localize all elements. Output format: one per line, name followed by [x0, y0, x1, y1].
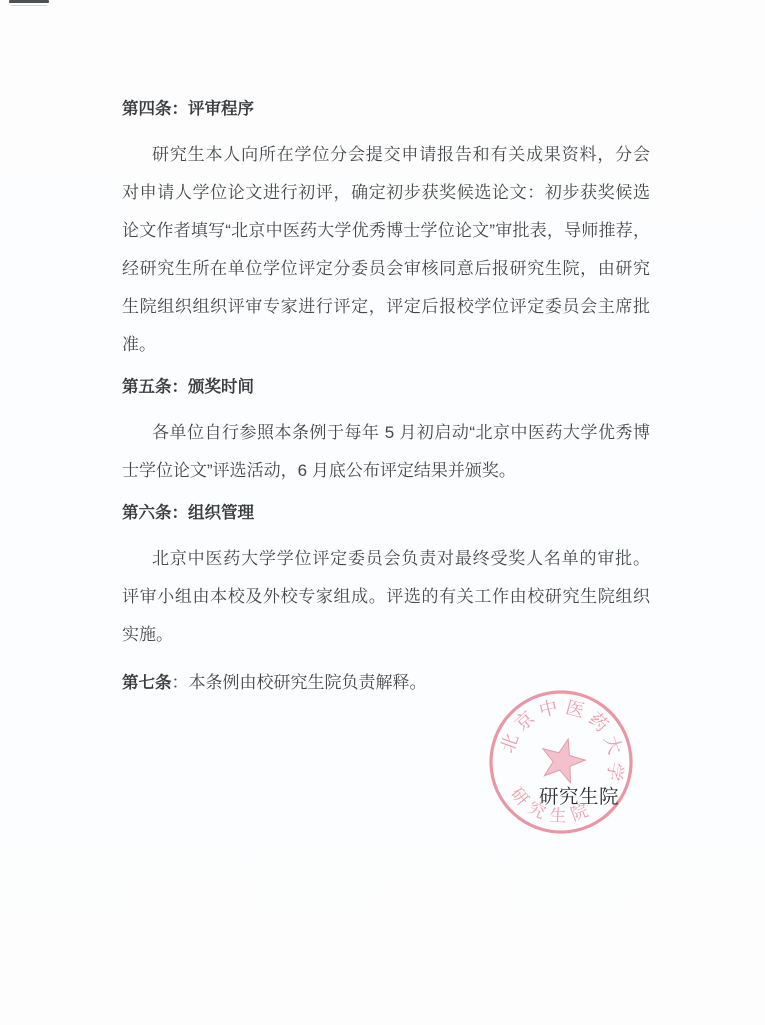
text-line: 对申请人学位论文进行初评，确定初步获奖候选论文：初步获奖候选: [122, 183, 650, 202]
seal-character: 京: [510, 706, 539, 735]
article-6-heading: 第六条：组织管理: [122, 504, 254, 522]
official-seal: [486, 687, 636, 837]
text-line: 生院组织组织评审专家进行评定，评定后报校学位评定委员会主席批: [122, 297, 650, 316]
article-4-paragraph: [122, 136, 650, 364]
article-7-text: ：本条例由校研究生院负责解释。: [171, 673, 427, 692]
article-7-label: 第七条: [122, 674, 172, 692]
seal-character: 生: [548, 805, 567, 826]
scan-artifact-light: [11, 5, 47, 6]
seal-character: 中: [536, 696, 560, 721]
seal-character: 药: [584, 708, 613, 736]
seal-character: 研: [506, 784, 533, 810]
article-5-paragraph: [122, 414, 650, 490]
article-6-paragraph: [122, 540, 650, 654]
text-line: 士学位论文”评选活动，6 月底公布评定结果并颁奖。: [122, 461, 516, 480]
text-line: 经研究生所在单位学位评定分委员会审核同意后报研究生院，由研究: [122, 259, 650, 278]
text-line: 实施。: [122, 625, 173, 644]
text-line: 准。: [122, 335, 156, 354]
seal-character: 院: [568, 800, 591, 825]
seal-star-icon: [536, 733, 589, 785]
seal-character: 北: [496, 730, 523, 756]
seal-character: 究: [524, 797, 549, 823]
text-line: 各单位自行参照本条例于每年 5 月初启动“北京中医药大学优秀博: [152, 423, 650, 442]
text-line: 评审小组由本校及外校专家组成。评选的有关工作由校研究生院组织: [122, 587, 650, 606]
text-line: 研究生本人向所在学位分会提交申请报告和有关成果资料，分会: [152, 145, 650, 164]
article-5-heading: 第五条：颁奖时间: [122, 378, 254, 396]
document-body: [122, 86, 650, 702]
article-4-heading: 第四条：评审程序: [122, 100, 254, 118]
scan-artifact-dark: [9, 0, 49, 3]
graduate-school-label: 研究生院: [539, 786, 620, 808]
text-line: 北京中医药大学学位评定委员会负责对最终受奖人名单的审批。: [152, 549, 650, 568]
seal-character: 医: [563, 696, 587, 722]
seal-character: 大: [600, 732, 627, 757]
text-line: 论文作者填写“北京中医药大学优秀博士学位论文”审批表，导师推荐，: [122, 221, 650, 240]
seal-character: 学: [603, 760, 628, 783]
